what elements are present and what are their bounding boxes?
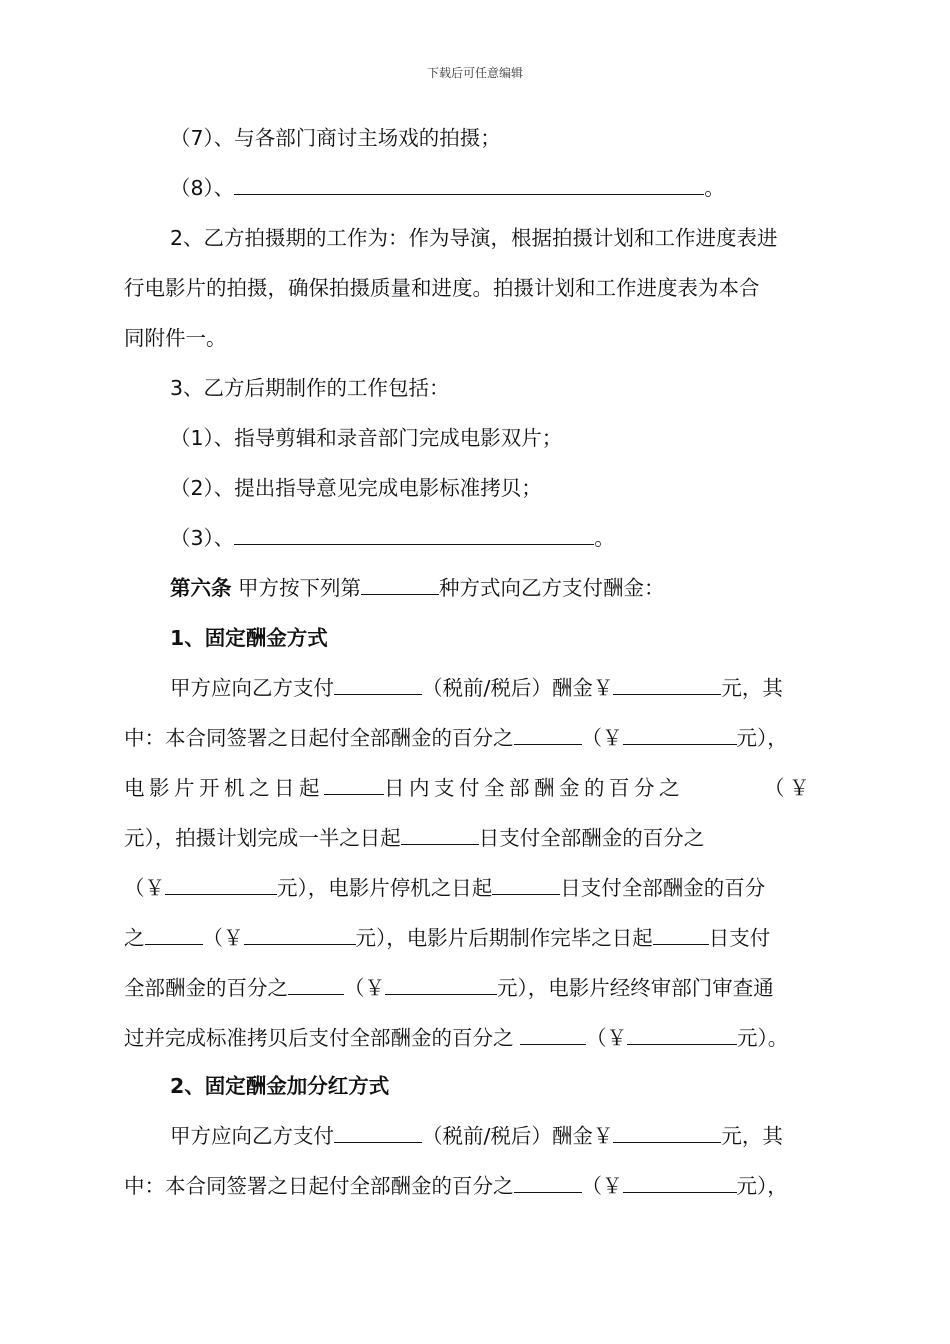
blank-field[interactable] — [165, 874, 277, 895]
item-3-end: 。 — [594, 526, 615, 550]
fixed-fee-line-3 — [124, 773, 814, 803]
item-8 — [170, 173, 725, 203]
fixed-fee-line-2 — [124, 723, 788, 753]
text-segment: 元），电影片经终审部门审查通 — [497, 976, 774, 1000]
text-segment: （￥ — [344, 976, 385, 1000]
text-segment: 日支付全部酬金的百分 — [560, 876, 766, 900]
article-6-text: 甲方按下列第 — [231, 576, 362, 600]
text-segment: 元）。 — [737, 1026, 789, 1050]
text-segment: 日支付 — [708, 926, 771, 950]
item-8-label: （8）、 — [170, 176, 235, 200]
text-segment: 甲方应向乙方支付 — [170, 1124, 334, 1148]
blank-field[interactable] — [244, 924, 356, 945]
fixed-fee-line-1 — [170, 673, 783, 703]
text-segment: 中：本合同签署之日起付全部酬金的百分之 — [124, 1174, 514, 1198]
blank-field[interactable] — [145, 924, 203, 945]
blank-field[interactable] — [361, 574, 439, 595]
item-1: （1）、指导剪辑和录音部门完成电影双片； — [170, 426, 563, 450]
text-segment: 甲方应向乙方支付 — [170, 676, 334, 700]
bonus-line-1 — [170, 1121, 783, 1151]
text-segment: 元，其 — [721, 1124, 783, 1148]
text-segment: 元），电影片后期制作完毕之日起 — [355, 926, 653, 950]
blank-field[interactable] — [334, 674, 422, 695]
text-segment: 中：本合同签署之日起付全部酬金的百分之 — [124, 726, 514, 750]
fixed-fee-line-7 — [124, 973, 774, 1003]
article-6-title: 第六条 — [170, 576, 232, 600]
section-fixed-plus-bonus: 2、固定酬金加分红方式 — [170, 1074, 390, 1098]
item-7: （7）、与各部门商讨主场戏的拍摄； — [170, 126, 501, 150]
text-segment: （税前/税后）酬金￥ — [422, 676, 614, 700]
text-segment: 元，其 — [721, 676, 783, 700]
item-2: （2）、提出指导意见完成电影标准拷贝； — [170, 476, 542, 500]
item-3-label: （3）、 — [170, 526, 235, 550]
text-segment: （￥ — [124, 876, 165, 900]
text-segment: 日支付全部酬金的百分之 — [478, 826, 705, 850]
page-header: 下载后可任意编辑 — [426, 66, 523, 80]
blank-field[interactable] — [492, 874, 560, 895]
fixed-fee-line-6 — [124, 923, 770, 953]
clause-2-line-1 — [170, 223, 778, 253]
blank-field[interactable] — [401, 824, 479, 845]
text-segment: （税前/税后）酬金￥ — [422, 1124, 614, 1148]
text-segment: 元），拍摄计划完成一半之日起 — [124, 826, 401, 850]
blank-field[interactable] — [514, 724, 582, 745]
item-8-end: 。 — [704, 176, 725, 200]
text-segment: （￥ — [202, 926, 244, 950]
bonus-line-2 — [124, 1171, 788, 1201]
blank-field[interactable] — [613, 1122, 721, 1143]
blank-field[interactable] — [234, 524, 594, 545]
blank-field[interactable] — [623, 724, 737, 745]
blank-field[interactable] — [653, 924, 709, 945]
blank-field[interactable] — [627, 1024, 737, 1045]
text-segment: 元）， — [736, 726, 788, 750]
text-segment: 过并完成标准拷贝后支付全部酬金的百分之 — [124, 1026, 521, 1050]
text-segment: （￥ — [581, 1174, 623, 1198]
blank-field[interactable] — [385, 974, 497, 995]
clause-2-line-3: 同附件一。 — [124, 326, 227, 350]
text-segment: 元）， — [736, 1174, 788, 1198]
item-3 — [170, 523, 615, 553]
clause-2-line-2: 行电影片的拍摄，确保拍摄质量和进度。拍摄计划和工作进度表为本合 — [124, 276, 760, 300]
article-6-text-end: 种方式向乙方支付酬金： — [439, 576, 665, 600]
blank-field[interactable] — [514, 1172, 582, 1193]
fixed-fee-line-8 — [124, 1023, 788, 1053]
blank-field[interactable] — [288, 974, 344, 995]
fixed-fee-line-4 — [124, 823, 704, 853]
article-6 — [170, 573, 665, 603]
text-segment: 日内支付全部酬金的百分之 — [384, 776, 684, 800]
blank-field[interactable] — [334, 1122, 422, 1143]
text-segment: （￥ — [764, 776, 814, 800]
clause-3: 3、乙方后期制作的工作包括： — [170, 376, 450, 400]
blank-field[interactable] — [520, 1024, 586, 1045]
text-segment: （￥ — [581, 726, 623, 750]
text-segment: （￥ — [586, 1026, 628, 1050]
fixed-fee-line-5 — [124, 873, 765, 903]
text-segment: 元），电影片停机之日起 — [277, 876, 493, 900]
blank-field[interactable] — [234, 174, 704, 195]
blank-field[interactable] — [324, 774, 384, 795]
blank-field[interactable] — [623, 1172, 737, 1193]
text-segment: 之 — [124, 926, 145, 950]
section-fixed-fee: 1、固定酬金方式 — [170, 626, 328, 650]
text-segment: 全部酬金的百分之 — [124, 976, 288, 1000]
clause-2-text: 2、乙方拍摄期的工作为：作为导演，根据拍摄计划和工作进度表进 — [170, 226, 778, 250]
blank-field[interactable] — [613, 674, 721, 695]
text-segment: 电影片开机之日起 — [124, 776, 324, 800]
